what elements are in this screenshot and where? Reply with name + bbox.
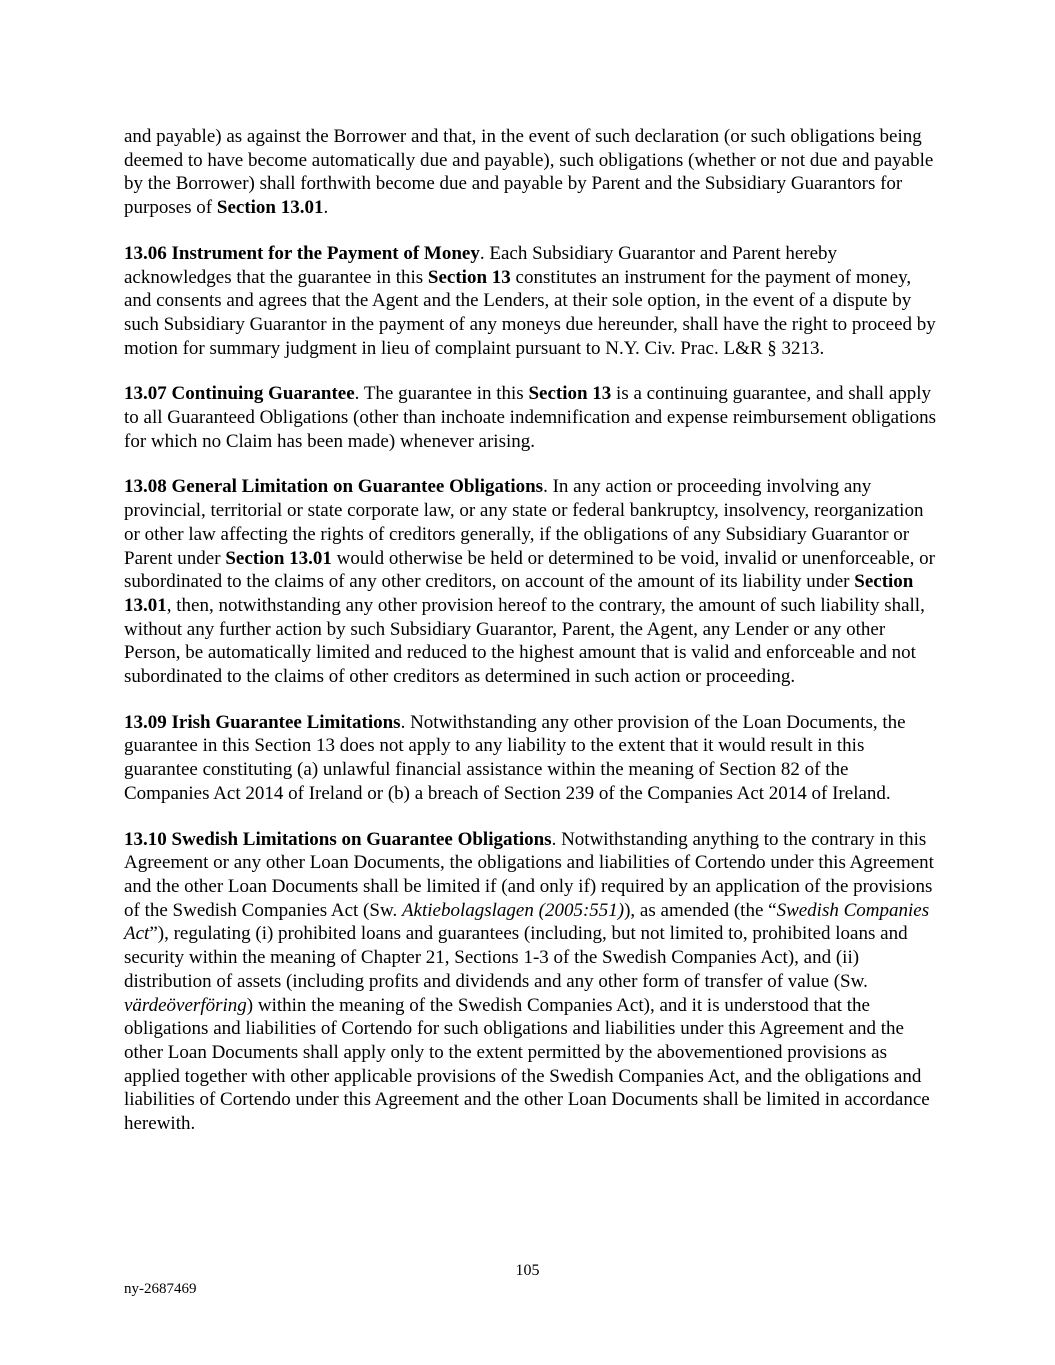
text-run: . In any action or proceeding involving any provincial, territorial or state corporate law, or any state or federal bankruptcy, insolvency, reorganization or other law affecting the rights of creditors generally, if the obligations of any Subsidiary Guarantor or Parent under xyxy=(124,476,924,569)
paragraph xyxy=(124,475,936,688)
bold-text: 13.08 General Limitation on Guarantee Obligations xyxy=(124,476,544,498)
text-run: . xyxy=(323,197,329,219)
italic-text: värdeöverföring xyxy=(124,994,247,1016)
italic-text: Swedish Companies Act xyxy=(124,899,930,945)
paragraph xyxy=(124,242,936,361)
bold-text: Section 13.01 xyxy=(216,197,324,219)
bold-text: Section 13.01 xyxy=(124,571,914,616)
bold-text: 13.07 Continuing Guarantee xyxy=(124,383,355,405)
paragraph xyxy=(124,711,936,806)
text-run: constitutes an instrument for the payment of money, and consents and agrees that the Agent and the Lenders, at their sole option, in the event of a dispute by such Subsidiary Guarantor in the payment of any moneys due hereunder, shall have the right to proceed by motion for summary judgment in lieu of complaint pursuant to N.Y. Civ. Prac. L&R § 3213. xyxy=(124,266,936,359)
text-run: . Notwithstanding any other provision of the Loan Documents, the guarantee in this Section 13 does not apply to any liability to the extent that it would result in this guarantee constituting (a) unlawful financial assistance within the meaning of Section 82 of the Companies Act 2014 of Ireland or (b) a breach of Section 239 of the Companies Act 2014 of Ireland. xyxy=(124,711,906,804)
bold-text: 13.09 Irish Guarantee Limitations xyxy=(124,711,401,733)
paragraph xyxy=(124,828,936,1136)
text-run: . The guarantee in this xyxy=(354,383,529,405)
paragraph xyxy=(124,125,936,220)
text-run: . Notwithstanding anything to the contrary in this Agreement or any other Loan Documents, the obligations and liabilities of Cortendo under this Agreement and the other Loan Documents shall be limited if (and only if) required by an application of the provisions of the Swedish Companies Act (Sw. xyxy=(124,828,934,921)
bold-text: Section 13 xyxy=(427,266,511,288)
bold-text: 13.06 Instrument for the Payment of Money xyxy=(124,242,480,264)
paragraph xyxy=(124,382,936,453)
text-run: and payable) as against the Borrower and that, in the event of such declaration (or such obligations being deemed to have become automatically due and payable), such obligations (whether or not due and payable by the Borrower) shall forthwith become due and payable by Parent and the Subsidiary Guarantors for purposes of xyxy=(124,126,934,219)
bold-text: Section 13.01 xyxy=(225,547,332,569)
bold-text: Section 13 xyxy=(528,383,612,405)
text-run: , then, notwithstanding any other provision hereof to the contrary, the amount of such liability shall, without any further action by such Subsidiary Guarantor, Parent, the Agent, any Lender or any other Person, be automatically limited and reduced to the highest amount that is valid and enforceable and not subordinated to the claims of other creditors as determined in such action or proceeding. xyxy=(124,594,925,688)
text-run: is a continuing guarantee, and shall apply to all Guaranteed Obligations (other than inchoate indemnification and expense reimbursement obligations for which no Claim has been made) whenever arising. xyxy=(124,383,937,452)
italic-text: Aktiebolagslagen (2005:551) xyxy=(401,899,625,921)
bold-text: 13.10 Swedish Limitations on Guarantee Obligations xyxy=(124,828,552,850)
text-run: ”), regulating (i) prohibited loans and guarantees (including, but not limited to, prohibited loans and security within the meaning of Chapter 21, Sections 1-3 of the Swedish Companies Act), and (ii) distribution of assets (including profits and dividends and any other form of transfer of value (Sw. xyxy=(124,923,908,992)
text-run: . Each Subsidiary Guarantor and Parent hereby acknowledges that the guarantee in this xyxy=(124,242,838,288)
text-run: would otherwise be held or determined to be void, invalid or unenforceable, or subordinated to the claims of any other creditors, on account of the amount of its liability under xyxy=(124,547,935,593)
text-run: ), as amended (the “ xyxy=(624,899,777,921)
page-number: 105 xyxy=(515,1262,540,1279)
document-body xyxy=(124,125,936,1158)
document-id: ny-2687469 xyxy=(124,1281,197,1297)
text-run: ) within the meaning of the Swedish Companies Act), and it is understood that the obligations and liabilities of Cortendo for such obligations and liabilities under this Agreement and the other Loan Documents shall apply only to the extent permitted by the abovementioned provisions as applied together with other applicable provisions of the Swedish Companies Act, and the obligations and liabilities of Cortendo under this Agreement and the other Loan Documents shall be limited in accordance herewith. xyxy=(124,994,930,1135)
